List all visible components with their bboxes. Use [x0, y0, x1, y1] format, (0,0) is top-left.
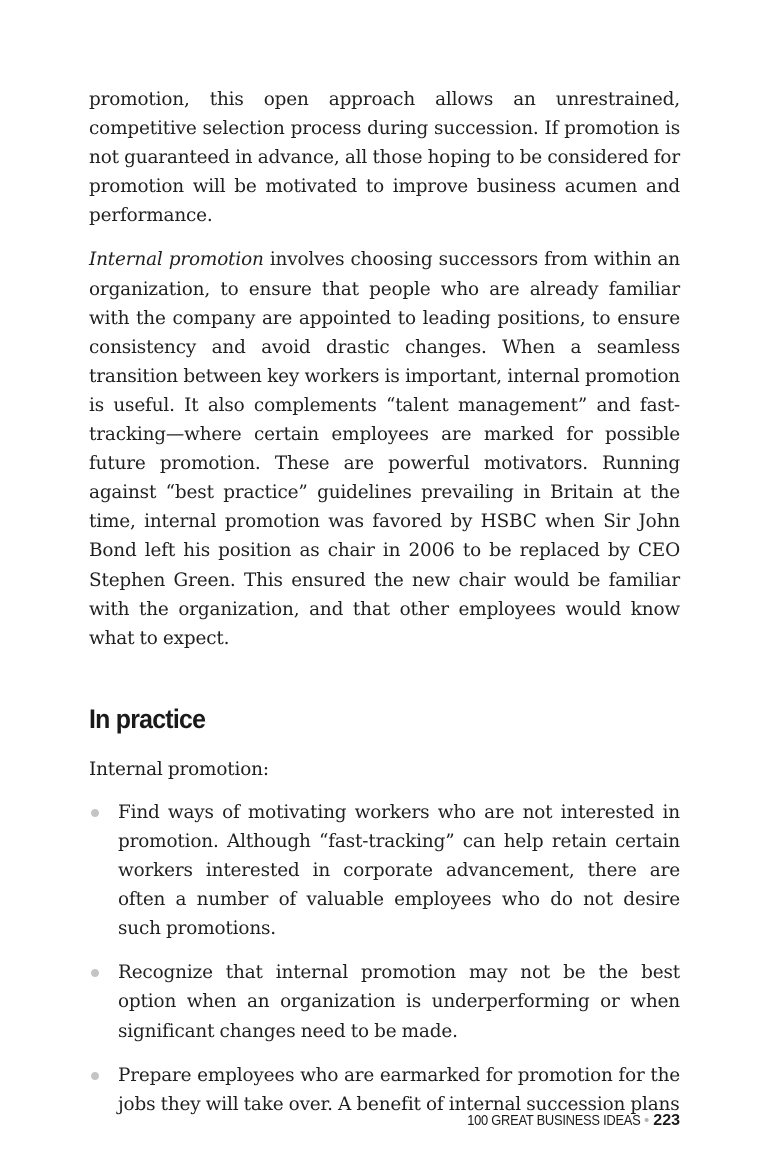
section-heading: In practice	[89, 703, 206, 734]
paragraph-open-approach: promotion, this open approach allows an unrestrained, competitive selection process during succession. If promotion is not guaranteed in advance, all those hoping to be considered for promotion will be motivated to improve business acumen and performance.	[89, 89, 680, 227]
section-intro: Internal promotion:	[89, 758, 269, 780]
page-number: 223	[653, 1112, 680, 1129]
paragraph-internal-promotion	[89, 245, 680, 652]
paragraph-internal-promotion-text: involves choosing successors from within an organization, to ensure that people who are already familiar with the company are appointed to leading positions, to ensure consistency and avoid drastic changes. When a seamless transition between key workers is important, internal promotion is useful. It also complements “talent management” and fast-tracking—where certain employees are marked for possible future promotion. These are powerful motivators. Running against “best practice” guidelines prevailing in Britain at the time, internal promotion was favored by HSBC when Sir John Bond left his position as chair in 2006 to be replaced by CEO Stephen Green. This ensured the new chair would be familiar with the organization, and that other employees would know what to expect.	[89, 249, 680, 649]
running-footer-title: 100 GREAT BUSINESS IDEAS	[466, 1112, 641, 1129]
bullet-dot-icon	[91, 969, 99, 977]
list-item-text: Find ways of motivating workers who are not interested in promotion. Although “fast-tracking” can help retain certain workers interested in corporate advancement, there are often a number of valuable employees who do not desire such promotions.	[118, 801, 680, 940]
bullet-dot-icon	[91, 809, 99, 817]
page-footer	[439, 1111, 680, 1131]
page-body	[89, 85, 680, 1119]
term-internal-promotion: Internal promotion	[89, 249, 264, 271]
footer-separator: •	[644, 1112, 650, 1129]
list-item-text: Recognize that internal promotion may not be the best option when an organization is underperforming or when significant changes need to be made.	[118, 962, 680, 1042]
list-item	[89, 958, 680, 1045]
list-item-text: Prepare employees who are earmarked for promotion for the jobs they will take over. A benefit of internal succession plans	[118, 1064, 680, 1115]
list-item	[89, 798, 680, 943]
bullet-dot-icon	[91, 1072, 99, 1080]
bullet-list	[89, 798, 680, 1119]
